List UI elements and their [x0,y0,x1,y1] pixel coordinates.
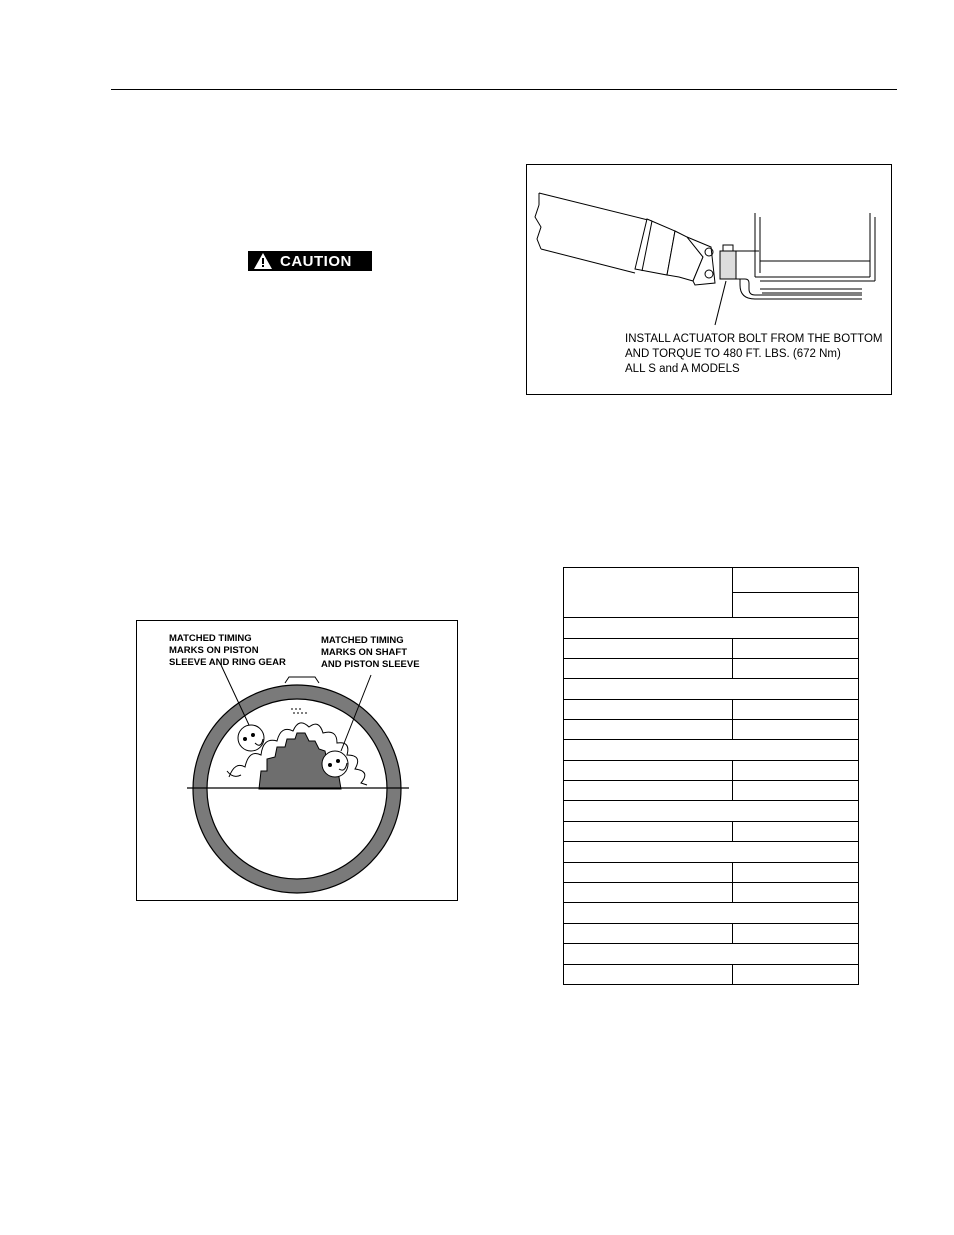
timing-marks-figure [136,620,458,901]
table-cell [564,639,733,659]
table-cell [733,863,859,883]
table-cell [564,781,733,801]
table-cell [564,761,733,781]
caution-badge [248,251,372,271]
table-cell [564,700,733,720]
table-header-cell [564,568,733,618]
table-cell [733,965,859,985]
table-cell [564,863,733,883]
header-rule [111,89,897,90]
table-cell [733,700,859,720]
timing-label-left: MATCHED TIMING MARKS ON PISTON SLEEVE AND RING GEAR [169,633,286,668]
table-cell [564,965,733,985]
table-cell [733,924,859,944]
table-section-row [564,944,859,965]
actuator-caption [625,332,883,377]
spec-table [563,567,859,985]
timing-label-right: MATCHED TIMING MARKS ON SHAFT AND PISTON SLEEVE [321,635,420,670]
table-section-row [564,903,859,924]
table-cell [733,720,859,740]
table-cell [564,883,733,903]
table-cell [564,720,733,740]
warning-triangle-icon [254,253,272,269]
table-header-cell [733,593,859,618]
table-cell [564,924,733,944]
caption-line-3: ALL S and A MODELS [625,363,740,375]
table-section-row [564,618,859,639]
caption-line-2: AND TORQUE TO 480 FT. LBS. (672 Nm) [625,348,841,360]
table-cell [564,822,733,842]
caption-line-1: INSTALL ACTUATOR BOLT FROM THE BOTTOM [625,333,883,345]
table-section-row [564,740,859,761]
table-cell [733,822,859,842]
table-cell [733,761,859,781]
table-section-row [564,801,859,822]
table-cell [733,639,859,659]
table-header-cell [733,568,859,593]
table-cell [564,659,733,679]
table-cell [733,781,859,801]
table-section-row [564,679,859,700]
table-cell [733,883,859,903]
actuator-install-figure [526,164,892,395]
table-cell [733,659,859,679]
caution-label: CAUTION [280,252,352,270]
table-section-row [564,842,859,863]
